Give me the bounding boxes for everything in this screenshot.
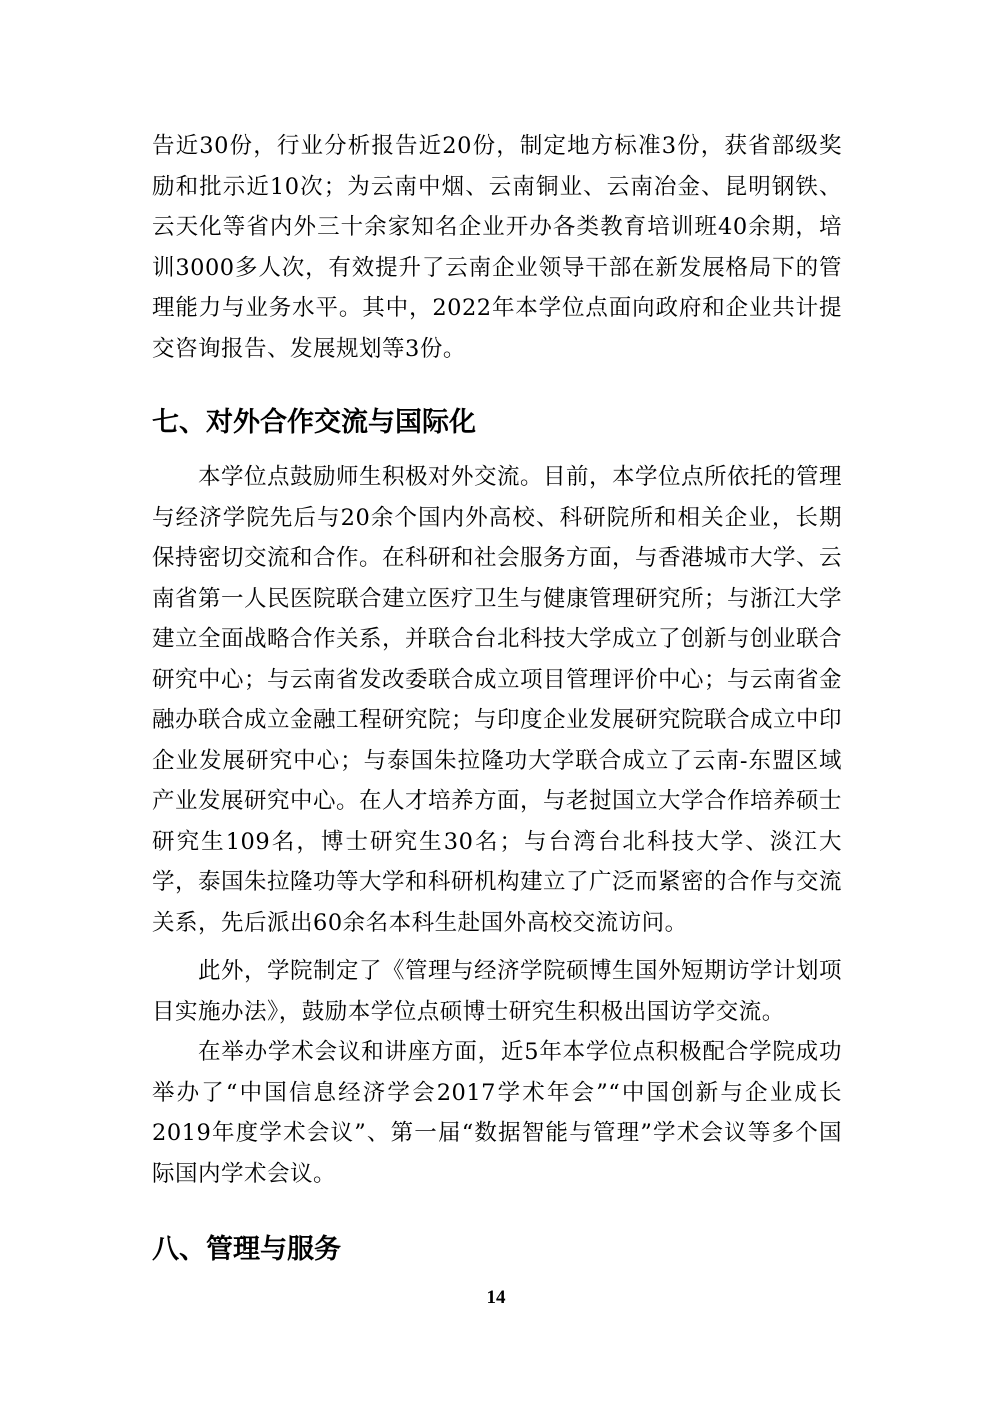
section-heading-international-cooperation: 七、对外合作交流与国际化 [152, 407, 476, 438]
section-heading-management-services: 八、管理与服务 [152, 1234, 341, 1265]
paragraph-visiting-program: 此外，学院制定了《管理与经济学院硕博生国外短期访学计划项目实施办法》，鼓励本学位点硕博士研究生积极出国访学交流。 [152, 958, 843, 1025]
paragraph-external-exchange: 本学位点鼓励师生积极对外交流。目前，本学位点所依托的管理与经济学院先后与20余个国内外高校、科研院所和相关企业，长期保持密切交流和合作。在科研和社会服务方面，与香港城市大学、云南省第一人民医院联合建立医疗卫生与健康管理研究所；与浙江大学建立全面战略合作关系，并联合台北科技大学成立了创新与创业联合研究中心；与云南省发改委联合成立项目管理评价中心；与云南省金融办联合成立金融工程研究院；与印度企业发展研究院联合成立中印企业发展研究中心；与泰国朱拉隆功大学联合成立了云南-东盟区域产业发展研究中心。在人才培养方面，与老挝国立大学合作培养硕士研究生109名，博士研究生30名；与台湾台北科技大学、淡江大学，泰国朱拉隆功等大学和科研机构建立了广泛而紧密的合作与交流关系，先后派出60余名本科生赴国外高校交流访问。 [152, 464, 843, 936]
page-number: 14 [486, 1287, 506, 1308]
paragraph-academic-conferences: 在举办学术会议和讲座方面，近5年本学位点积极配合学院成功举办了“中国信息经济学会2017学术年会”“中国创新与企业成长2019年度学术会议”、第一届“数据智能与管理”学术会议等多个国际国内学术会议。 [152, 1039, 842, 1187]
paragraph-consulting-summary: 告近30份，行业分析报告近20份，制定地方标准3份，获省部级奖励和批示近10次；为云南中烟、云南铜业、云南冶金、昆明钢铁、云天化等省内外三十余家知名企业开办各类教育培训班40余期，培训3000多人次，有效提升了云南企业领导干部在新发展格局下的管理能力与业务水平。其中，2022年本学位点面向政府和企业共计提交咨询报告、发展规划等3份。 [152, 133, 842, 362]
